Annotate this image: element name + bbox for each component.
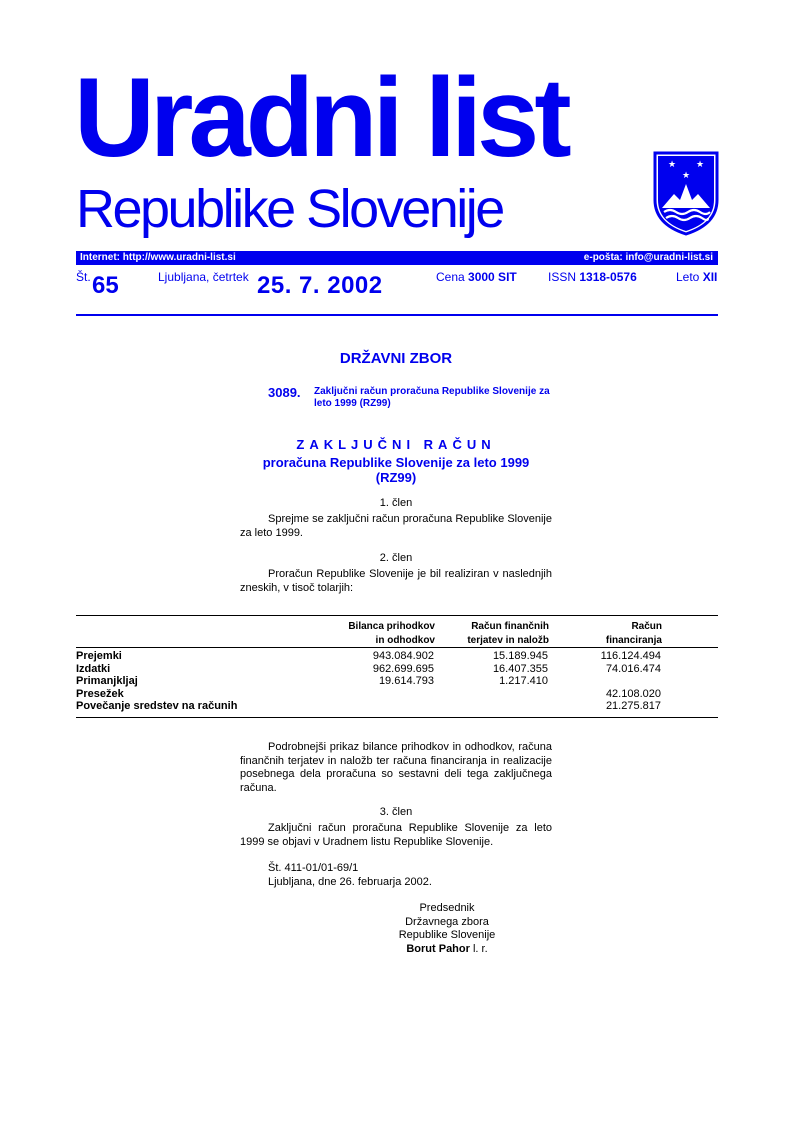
row-label: Izdatki: [76, 662, 111, 675]
detail-paragraph-body: Podrobnejši prikaz bilance prihodkov in odhodkov, računa finančnih terjatev in naložb ter računa financiranja in realizacije posebnega dela proračuna so sestavni deli tega zaključnega računa.: [240, 741, 552, 794]
signature-block: [380, 902, 514, 956]
issn-label: ISSN: [548, 270, 577, 284]
header-line: Račun finančnih: [471, 621, 549, 632]
table-header-racun-financnih: [467, 620, 549, 648]
price-label: Cena: [436, 270, 465, 284]
issue-year: [676, 270, 717, 284]
signature-body: Državnega zbora: [405, 915, 489, 928]
table-header-bilanca: [348, 620, 435, 648]
issue-issn: [548, 270, 637, 284]
year-label: Leto: [676, 270, 700, 284]
table-top-rule: [76, 615, 718, 616]
table-row: [76, 688, 718, 700]
issue-st-label: Št.: [76, 270, 91, 284]
issue-number: 65: [92, 272, 119, 299]
document-title: ZAKLJUČNI RAČUN: [296, 437, 496, 452]
reference-number: Št. 411-01/01-69/1: [268, 862, 359, 874]
cell-financnih: 16.407.355: [492, 662, 548, 675]
table-row: [76, 675, 718, 687]
issue-date: 25. 7. 2002: [257, 272, 383, 299]
header-divider: [76, 314, 718, 316]
cell-financnih: 1.217.410: [499, 675, 548, 687]
masthead-title: Uradni list: [74, 55, 567, 180]
row-label: Primanjkljaj: [76, 675, 138, 687]
slovenia-coat-of-arms-icon: [652, 150, 720, 236]
row-label: Povečanje sredstev na računih: [76, 700, 238, 712]
act-number: 3089.: [268, 385, 301, 400]
header-line: terjatev in naložb: [467, 635, 549, 646]
article-3-heading: 3. člen: [379, 806, 413, 818]
cell-bilanca: 962.699.695: [372, 662, 434, 675]
row-label: Presežek: [76, 687, 124, 700]
issue-place-day: Ljubljana, četrtek: [158, 270, 249, 284]
cell-financiranja: 21.275.817: [605, 700, 661, 712]
signatory-name: Borut Pahor: [406, 942, 470, 955]
cell-financiranja: 116.124.494: [600, 650, 661, 662]
article-2-heading: 2. člen: [379, 552, 413, 564]
year-value: XII: [702, 270, 718, 284]
cell-bilanca: 943.084.902: [372, 650, 434, 662]
table-header-rule: [76, 647, 718, 648]
article-1-body: Sprejme se zaključni račun proračuna Republike Slovenije za leto 1999.: [240, 513, 552, 539]
table-bottom-rule: [76, 717, 718, 718]
price-value: 3000 SIT: [468, 270, 517, 284]
detail-paragraph: [240, 741, 552, 795]
table-row: [76, 663, 718, 675]
contact-bar: [76, 251, 718, 265]
article-1-text: [240, 513, 552, 540]
signature-country: Republike Slovenije: [398, 929, 496, 941]
act-title: Zaključni račun proračuna Republike Slovenije za leto 1999 (RZ99): [314, 386, 550, 409]
signature-title: Predsednik: [419, 902, 475, 914]
issue-price: [436, 270, 517, 284]
header-line: Bilanca prihodkov: [348, 621, 435, 632]
article-1-heading: 1. člen: [379, 497, 413, 509]
header-line: Račun: [631, 621, 662, 632]
internet-link[interactable]: Internet: http://www.uradni-list.si: [80, 252, 236, 263]
place-date: Ljubljana, dne 26. februarja 2002.: [268, 876, 432, 888]
signatory-suffix: l. r.: [469, 942, 488, 955]
article-2-body: Proračun Republike Slovenije je bil realiziran v naslednjih zneskih, v tisoč tolarjih:: [240, 568, 552, 594]
table-row: [76, 650, 718, 662]
table-header-financiranja: [606, 620, 662, 648]
email-link[interactable]: e-pošta: info@uradni-list.si: [583, 252, 713, 263]
cell-financiranja: 74.016.474: [605, 662, 661, 675]
document-subtitle: [240, 455, 552, 485]
table-row: [76, 700, 718, 712]
masthead-subtitle: Republike Slovenije: [76, 179, 503, 239]
svg-text:★: ★: [695, 160, 705, 170]
document-subtitle-code: (RZ99): [375, 470, 417, 485]
cell-bilanca: 19.614.793: [378, 675, 434, 687]
header-line: in odhodkov: [375, 635, 435, 646]
signature-name-line: [380, 943, 514, 957]
cell-financnih: 15.189.945: [492, 650, 548, 662]
issn-value: 1318-0576: [579, 270, 637, 284]
article-3-body: Zaključni račun proračuna Republike Slovenije za leto 1999 se objavi v Uradnem listu Republike Slovenije.: [240, 822, 552, 848]
article-3-text: [240, 822, 552, 849]
header-line: financiranja: [605, 635, 662, 646]
svg-text:★: ★: [667, 160, 677, 170]
document-subtitle-line: proračuna Republike Slovenije za leto 1999: [262, 455, 530, 470]
svg-text:★: ★: [681, 171, 691, 181]
row-label: Prejemki: [76, 650, 122, 662]
article-2-text: [240, 568, 552, 595]
section-heading: DRŽAVNI ZBOR: [339, 350, 453, 367]
cell-financiranja: 42.108.020: [605, 687, 661, 700]
